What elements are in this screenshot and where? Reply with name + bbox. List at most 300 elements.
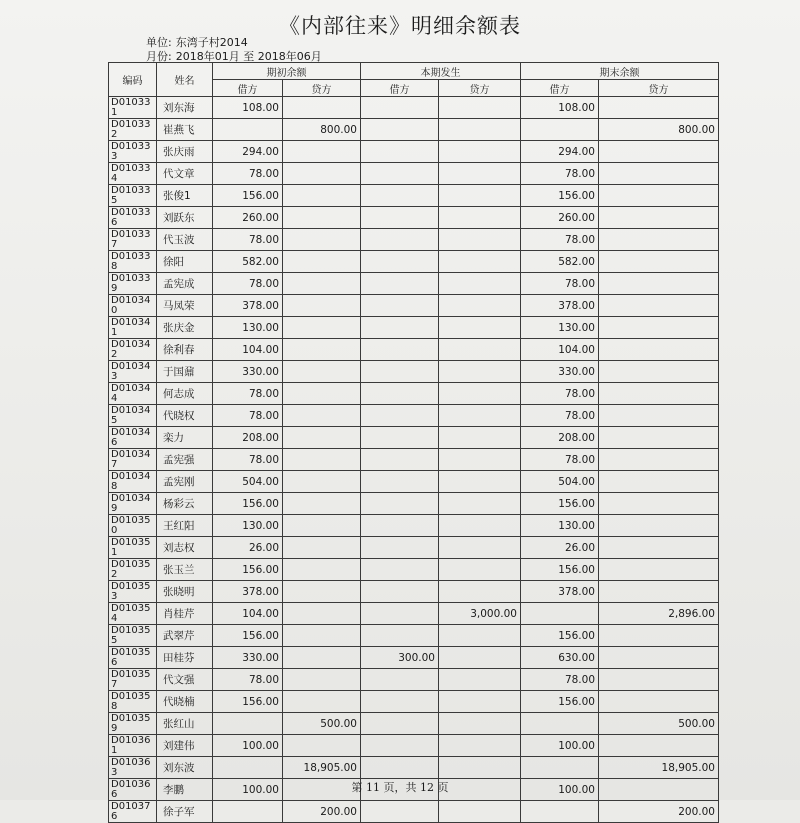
- current-credit: [439, 757, 521, 779]
- closing-credit: [599, 229, 719, 251]
- unit-value: 东湾子村2014: [175, 36, 248, 49]
- closing-credit: [599, 515, 719, 537]
- opening-credit: [283, 141, 361, 163]
- account-name: 代文强: [157, 669, 213, 691]
- opening-debit: 100.00: [213, 735, 283, 757]
- opening-debit: 294.00: [213, 141, 283, 163]
- closing-credit: [599, 141, 719, 163]
- account-code: D010332: [109, 119, 157, 141]
- table-row: [109, 317, 719, 339]
- account-name: 杨彩云: [157, 493, 213, 515]
- account-code: D010358: [109, 691, 157, 713]
- opening-credit: [283, 515, 361, 537]
- account-name: 王红阳: [157, 515, 213, 537]
- account-code: D010348: [109, 471, 157, 493]
- table-row: [109, 207, 719, 229]
- header-closing-balance: 期末余额: [521, 63, 719, 80]
- opening-debit: 504.00: [213, 471, 283, 493]
- table-row: [109, 163, 719, 185]
- opening-credit: [283, 449, 361, 471]
- closing-debit: 504.00: [521, 471, 599, 493]
- account-name: 徐子军: [157, 801, 213, 823]
- current-credit: [439, 383, 521, 405]
- closing-debit: 260.00: [521, 207, 599, 229]
- account-code: D010334: [109, 163, 157, 185]
- account-code: D010338: [109, 251, 157, 273]
- table-row: [109, 251, 719, 273]
- closing-credit: [599, 625, 719, 647]
- account-code: D010361: [109, 735, 157, 757]
- table-row: [109, 273, 719, 295]
- table-row: [109, 647, 719, 669]
- current-credit: [439, 361, 521, 383]
- header-row-top: [109, 63, 719, 80]
- current-debit: [361, 119, 439, 141]
- closing-credit: [599, 163, 719, 185]
- table-row: [109, 515, 719, 537]
- current-credit: [439, 317, 521, 339]
- table-row: [109, 691, 719, 713]
- closing-credit: 2,896.00: [599, 603, 719, 625]
- account-code: D010349: [109, 493, 157, 515]
- current-credit: [439, 691, 521, 713]
- header-closing-credit: 贷方: [599, 80, 719, 97]
- opening-debit: 378.00: [213, 295, 283, 317]
- header-closing-debit: 借方: [521, 80, 599, 97]
- opening-debit: 582.00: [213, 251, 283, 273]
- table-row: [109, 229, 719, 251]
- closing-credit: [599, 361, 719, 383]
- account-code: D010347: [109, 449, 157, 471]
- closing-credit: [599, 207, 719, 229]
- opening-credit: [283, 97, 361, 119]
- opening-credit: 200.00: [283, 801, 361, 823]
- current-credit: [439, 449, 521, 471]
- current-debit: [361, 405, 439, 427]
- current-debit: [361, 361, 439, 383]
- closing-debit: [521, 713, 599, 735]
- current-credit: [439, 119, 521, 141]
- account-code: D010333: [109, 141, 157, 163]
- account-name: 张红山: [157, 713, 213, 735]
- current-debit: [361, 515, 439, 537]
- closing-debit: 100.00: [521, 735, 599, 757]
- closing-debit: 208.00: [521, 427, 599, 449]
- opening-credit: [283, 427, 361, 449]
- closing-credit: [599, 383, 719, 405]
- account-code: D010331: [109, 97, 157, 119]
- closing-debit: 294.00: [521, 141, 599, 163]
- period-value: 2018年01月 至 2018年06月: [175, 50, 322, 63]
- closing-debit: 156.00: [521, 691, 599, 713]
- closing-debit: 156.00: [521, 185, 599, 207]
- account-name: 代晓权: [157, 405, 213, 427]
- table-row: [109, 537, 719, 559]
- closing-credit: [599, 647, 719, 669]
- closing-debit: 330.00: [521, 361, 599, 383]
- current-debit: [361, 317, 439, 339]
- account-code: D010355: [109, 625, 157, 647]
- opening-credit: [283, 317, 361, 339]
- opening-debit: 104.00: [213, 603, 283, 625]
- period-label: 月份:: [146, 50, 172, 63]
- table-row: [109, 801, 719, 823]
- account-name: 马凤荣: [157, 295, 213, 317]
- opening-credit: [283, 625, 361, 647]
- opening-credit: [283, 735, 361, 757]
- closing-credit: [599, 493, 719, 515]
- opening-debit: 78.00: [213, 449, 283, 471]
- table-row: [109, 119, 719, 141]
- opening-credit: 500.00: [283, 713, 361, 735]
- account-code: D010344: [109, 383, 157, 405]
- closing-credit: 18,905.00: [599, 757, 719, 779]
- closing-credit: 200.00: [599, 801, 719, 823]
- closing-credit: [599, 449, 719, 471]
- closing-debit: 78.00: [521, 405, 599, 427]
- table-row: [109, 757, 719, 779]
- header-opening-balance: 期初余额: [213, 63, 361, 80]
- closing-debit: 78.00: [521, 449, 599, 471]
- page-footer: 第 11 页，共 12 页: [351, 781, 449, 794]
- opening-debit: 78.00: [213, 163, 283, 185]
- closing-credit: [599, 559, 719, 581]
- current-credit: [439, 581, 521, 603]
- account-name: 武翠芹: [157, 625, 213, 647]
- table-row: [109, 383, 719, 405]
- account-code: D010376: [109, 801, 157, 823]
- account-code: D010342: [109, 339, 157, 361]
- current-debit: [361, 625, 439, 647]
- account-name: 崔燕飞: [157, 119, 213, 141]
- ledger-body: [109, 97, 719, 823]
- opening-credit: [283, 537, 361, 559]
- current-credit: [439, 251, 521, 273]
- account-code: D010356: [109, 647, 157, 669]
- current-credit: [439, 427, 521, 449]
- closing-credit: [599, 471, 719, 493]
- header-name: 姓名: [157, 63, 213, 97]
- current-credit: [439, 559, 521, 581]
- table-row: [109, 97, 719, 119]
- table-row: [109, 735, 719, 757]
- current-credit: [439, 295, 521, 317]
- table-row: [109, 361, 719, 383]
- closing-debit: 100.00: [521, 779, 599, 801]
- account-code: D010343: [109, 361, 157, 383]
- closing-debit: 104.00: [521, 339, 599, 361]
- current-debit: [361, 757, 439, 779]
- opening-credit: [283, 559, 361, 581]
- opening-credit: [283, 647, 361, 669]
- account-name: 代文章: [157, 163, 213, 185]
- account-name: 孟宪成: [157, 273, 213, 295]
- opening-debit: 78.00: [213, 669, 283, 691]
- account-code: D010351: [109, 537, 157, 559]
- closing-debit: 78.00: [521, 163, 599, 185]
- closing-credit: [599, 581, 719, 603]
- account-name: 张俊1: [157, 185, 213, 207]
- closing-debit: 378.00: [521, 581, 599, 603]
- account-code: D010339: [109, 273, 157, 295]
- closing-debit: 130.00: [521, 515, 599, 537]
- current-debit: [361, 801, 439, 823]
- current-debit: [361, 735, 439, 757]
- table-row: [109, 427, 719, 449]
- current-debit: [361, 251, 439, 273]
- account-name: 徐阳: [157, 251, 213, 273]
- closing-credit: [599, 427, 719, 449]
- account-name: 代晓楠: [157, 691, 213, 713]
- closing-debit: 108.00: [521, 97, 599, 119]
- closing-credit: [599, 97, 719, 119]
- opening-debit: 330.00: [213, 647, 283, 669]
- table-row: [109, 603, 719, 625]
- unit-label: 单位:: [146, 36, 172, 49]
- closing-debit: 78.00: [521, 383, 599, 405]
- current-credit: [439, 229, 521, 251]
- account-code: D010357: [109, 669, 157, 691]
- opening-debit: 330.00: [213, 361, 283, 383]
- current-debit: [361, 97, 439, 119]
- account-name: 刘东海: [157, 97, 213, 119]
- current-debit: [361, 229, 439, 251]
- closing-credit: [599, 317, 719, 339]
- closing-debit: 156.00: [521, 559, 599, 581]
- opening-credit: [283, 251, 361, 273]
- table-row: [109, 581, 719, 603]
- opening-debit: 156.00: [213, 493, 283, 515]
- header-current-period: 本期发生: [361, 63, 521, 80]
- page-title: 《内部往来》明细余额表: [279, 14, 521, 38]
- opening-credit: [283, 295, 361, 317]
- account-code: D010363: [109, 757, 157, 779]
- opening-debit: 260.00: [213, 207, 283, 229]
- current-credit: [439, 141, 521, 163]
- account-name: 刘志权: [157, 537, 213, 559]
- account-name: 刘建伟: [157, 735, 213, 757]
- current-debit: [361, 295, 439, 317]
- closing-debit: 156.00: [521, 625, 599, 647]
- current-credit: [439, 537, 521, 559]
- closing-credit: 500.00: [599, 713, 719, 735]
- closing-debit: [521, 801, 599, 823]
- opening-credit: 18,905.00: [283, 757, 361, 779]
- current-credit: [439, 515, 521, 537]
- current-debit: [361, 603, 439, 625]
- current-debit: [361, 581, 439, 603]
- current-credit: [439, 471, 521, 493]
- closing-debit: 78.00: [521, 273, 599, 295]
- current-credit: [439, 207, 521, 229]
- closing-debit: 582.00: [521, 251, 599, 273]
- opening-credit: [283, 207, 361, 229]
- account-code: D010336: [109, 207, 157, 229]
- opening-debit: 78.00: [213, 273, 283, 295]
- header-current-debit: 借方: [361, 80, 439, 97]
- opening-debit: 78.00: [213, 229, 283, 251]
- account-code: D010346: [109, 427, 157, 449]
- account-name: 张庆金: [157, 317, 213, 339]
- closing-debit: [521, 757, 599, 779]
- closing-credit: [599, 295, 719, 317]
- current-credit: [439, 625, 521, 647]
- account-code: D010350: [109, 515, 157, 537]
- account-name: 何志成: [157, 383, 213, 405]
- header-current-credit: 贷方: [439, 80, 521, 97]
- header-opening-debit: 借方: [213, 80, 283, 97]
- current-credit: [439, 735, 521, 757]
- opening-debit: [213, 801, 283, 823]
- current-debit: [361, 559, 439, 581]
- opening-credit: [283, 405, 361, 427]
- current-debit: [361, 185, 439, 207]
- opening-debit: 156.00: [213, 691, 283, 713]
- opening-credit: [283, 581, 361, 603]
- current-debit: [361, 449, 439, 471]
- table-row: [109, 295, 719, 317]
- current-debit: [361, 339, 439, 361]
- current-debit: [361, 537, 439, 559]
- opening-credit: [283, 493, 361, 515]
- account-name: 刘跃东: [157, 207, 213, 229]
- closing-credit: [599, 273, 719, 295]
- current-debit: [361, 207, 439, 229]
- account-name: 徐利春: [157, 339, 213, 361]
- opening-credit: [283, 471, 361, 493]
- current-debit: [361, 691, 439, 713]
- opening-debit: [213, 713, 283, 735]
- table-row: [109, 449, 719, 471]
- current-debit: [361, 713, 439, 735]
- opening-credit: [283, 691, 361, 713]
- account-name: 栾力: [157, 427, 213, 449]
- opening-credit: [283, 603, 361, 625]
- account-name: 孟宪刚: [157, 471, 213, 493]
- account-code: D010340: [109, 295, 157, 317]
- account-code: D010366: [109, 779, 157, 801]
- account-name: 张庆雨: [157, 141, 213, 163]
- account-name: 田桂芬: [157, 647, 213, 669]
- account-name: 孟宪强: [157, 449, 213, 471]
- account-code: D010337: [109, 229, 157, 251]
- closing-debit: 78.00: [521, 669, 599, 691]
- table-row: [109, 493, 719, 515]
- opening-credit: [283, 361, 361, 383]
- closing-debit: 630.00: [521, 647, 599, 669]
- account-code: D010359: [109, 713, 157, 735]
- account-code: D010352: [109, 559, 157, 581]
- current-debit: [361, 471, 439, 493]
- account-code: D010341: [109, 317, 157, 339]
- table-row: [109, 185, 719, 207]
- opening-debit: 104.00: [213, 339, 283, 361]
- closing-credit: [599, 339, 719, 361]
- current-debit: [361, 383, 439, 405]
- closing-debit: 78.00: [521, 229, 599, 251]
- closing-credit: [599, 537, 719, 559]
- current-credit: [439, 405, 521, 427]
- opening-debit: 78.00: [213, 405, 283, 427]
- account-name: 李鹏: [157, 779, 213, 801]
- current-credit: [439, 647, 521, 669]
- account-name: 刘东波: [157, 757, 213, 779]
- table-row: [109, 471, 719, 493]
- current-credit: [439, 493, 521, 515]
- current-credit: [439, 97, 521, 119]
- current-debit: [361, 273, 439, 295]
- opening-credit: [283, 669, 361, 691]
- account-code: D010345: [109, 405, 157, 427]
- account-name: 肖桂芹: [157, 603, 213, 625]
- closing-debit: 156.00: [521, 493, 599, 515]
- opening-debit: 156.00: [213, 625, 283, 647]
- account-code: D010353: [109, 581, 157, 603]
- table-row: [109, 625, 719, 647]
- closing-debit: 26.00: [521, 537, 599, 559]
- balance-table: [108, 62, 719, 823]
- opening-debit: 100.00: [213, 779, 283, 801]
- account-code: D010354: [109, 603, 157, 625]
- opening-debit: [213, 119, 283, 141]
- current-debit: [361, 669, 439, 691]
- opening-debit: 208.00: [213, 427, 283, 449]
- header-code: 编码: [109, 63, 157, 97]
- current-credit: 3,000.00: [439, 603, 521, 625]
- table-row: [109, 713, 719, 735]
- opening-credit: [283, 229, 361, 251]
- table-row: [109, 141, 719, 163]
- table-row: [109, 405, 719, 427]
- opening-credit: [283, 185, 361, 207]
- closing-credit: [599, 735, 719, 757]
- closing-credit: [599, 251, 719, 273]
- current-credit: [439, 163, 521, 185]
- opening-credit: [283, 273, 361, 295]
- opening-debit: 156.00: [213, 185, 283, 207]
- account-name: 代玉波: [157, 229, 213, 251]
- current-credit: [439, 669, 521, 691]
- closing-debit: 378.00: [521, 295, 599, 317]
- current-debit: 300.00: [361, 647, 439, 669]
- opening-debit: [213, 757, 283, 779]
- current-credit: [439, 339, 521, 361]
- closing-credit: [599, 185, 719, 207]
- closing-debit: 130.00: [521, 317, 599, 339]
- current-credit: [439, 273, 521, 295]
- current-credit: [439, 185, 521, 207]
- account-name: 张玉兰: [157, 559, 213, 581]
- opening-credit: [283, 163, 361, 185]
- opening-debit: 26.00: [213, 537, 283, 559]
- opening-credit: 800.00: [283, 119, 361, 141]
- account-name: 张晓明: [157, 581, 213, 603]
- account-code: D010335: [109, 185, 157, 207]
- header-opening-credit: 贷方: [283, 80, 361, 97]
- current-debit: [361, 163, 439, 185]
- table-row: [109, 559, 719, 581]
- opening-debit: 130.00: [213, 515, 283, 537]
- current-credit: [439, 713, 521, 735]
- table-row: [109, 339, 719, 361]
- current-debit: [361, 141, 439, 163]
- account-name: 于国鼐: [157, 361, 213, 383]
- opening-debit: 108.00: [213, 97, 283, 119]
- opening-credit: [283, 339, 361, 361]
- table-row: [109, 669, 719, 691]
- opening-debit: 378.00: [213, 581, 283, 603]
- closing-credit: [599, 691, 719, 713]
